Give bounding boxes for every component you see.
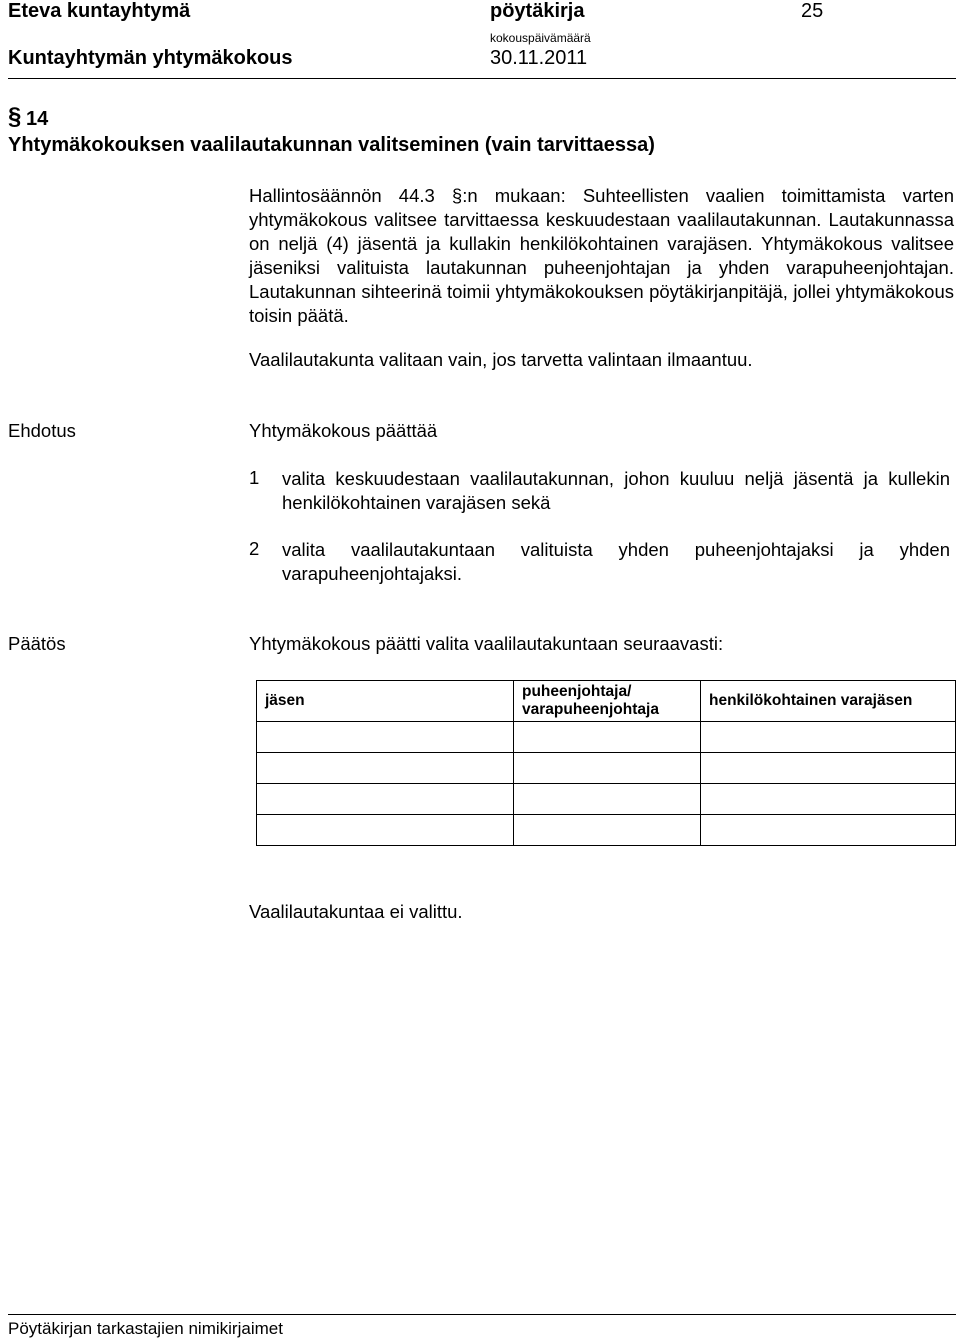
proposal-item-text: valita keskuudestaan vaalilautakunnan, johon kuuluu neljä jäsentä ja kullekin henkilökohtainen varajäsen sekä (282, 468, 950, 513)
table-cell (257, 784, 514, 815)
table-cell (701, 722, 956, 753)
intro-paragraph: Hallintosäännön 44.3 §:n mukaan: Suhteellisten vaalien toimittamista varten yhtymäkokous valitsee tarvittaessa keskuudestaan vaalilautakunnan. Lautakunnassa on neljä (4) jäsentä ja kullakin henkilökohtainen varajäsen. Yhtymäkokous valitsee jäseniksi valituista lautakunnan puheenjohtajan ja yhden varapuheenjohtajan. Lautakunnan sihteerinä toimii yhtymäkokouksen pöytäkirjanpitäjä, jollei yhtymäkokous toisin päätä. (249, 185, 954, 326)
section-number: 14 (26, 108, 49, 130)
section-title: Yhtymäkokouksen vaalilautakunnan valitseminen (vain tarvittaessa) (8, 134, 655, 156)
organization-name: Eteva kuntayhtymä (8, 0, 191, 22)
table-cell (701, 815, 956, 846)
table-row (257, 815, 956, 846)
table-header-row (257, 681, 956, 722)
table-cell (514, 815, 701, 846)
table-cell (257, 753, 514, 784)
proposal-lead: Yhtymäkokous päättää (249, 420, 438, 441)
footer-text: Pöytäkirjan tarkastajien nimikirjaimet (8, 1319, 283, 1338)
table-cell (514, 784, 701, 815)
proposal-item-number: 2 (249, 538, 260, 559)
page-number: 25 (801, 0, 824, 22)
meeting-name: Kuntayhtymän yhtymäkokous (8, 47, 293, 69)
decision-note: Vaalilautakuntaa ei valittu. (249, 901, 463, 922)
proposal-item-number: 1 (249, 467, 260, 488)
date-label: kokouspäivämäärä (490, 31, 591, 45)
table-row (257, 784, 956, 815)
proposal-label: Ehdotus (8, 420, 76, 441)
table-cell (514, 753, 701, 784)
table-cell (257, 815, 514, 846)
table-cell (257, 722, 514, 753)
proposal-item-text: valita vaalilautakuntaan valituista yhden puheenjohtajaksi ja yhden varapuheenjohtajaksi. (282, 539, 950, 584)
table-row (257, 753, 956, 784)
document-type: pöytäkirja (490, 0, 585, 22)
table-cell (514, 722, 701, 753)
table-row (257, 722, 956, 753)
header-rule (8, 78, 956, 79)
footer-rule (8, 1314, 956, 1315)
table-header-member: jäsen (257, 681, 514, 722)
election-committee-table (256, 680, 956, 846)
table-header-chair: puheenjohtaja/ varapuheenjohtaja (514, 681, 701, 722)
table-cell (701, 784, 956, 815)
decision-label: Päätös (8, 633, 66, 654)
section-sign: § (8, 103, 22, 130)
decision-lead: Yhtymäkokous päätti valita vaalilautakuntaan seuraavasti: (249, 633, 724, 654)
table-header-deputy: henkilökohtainen varajäsen (701, 681, 956, 722)
table-cell (701, 753, 956, 784)
meeting-date: 30.11.2011 (490, 47, 588, 69)
intro-note: Vaalilautakunta valitaan vain, jos tarvetta valintaan ilmaantuu. (249, 349, 753, 370)
